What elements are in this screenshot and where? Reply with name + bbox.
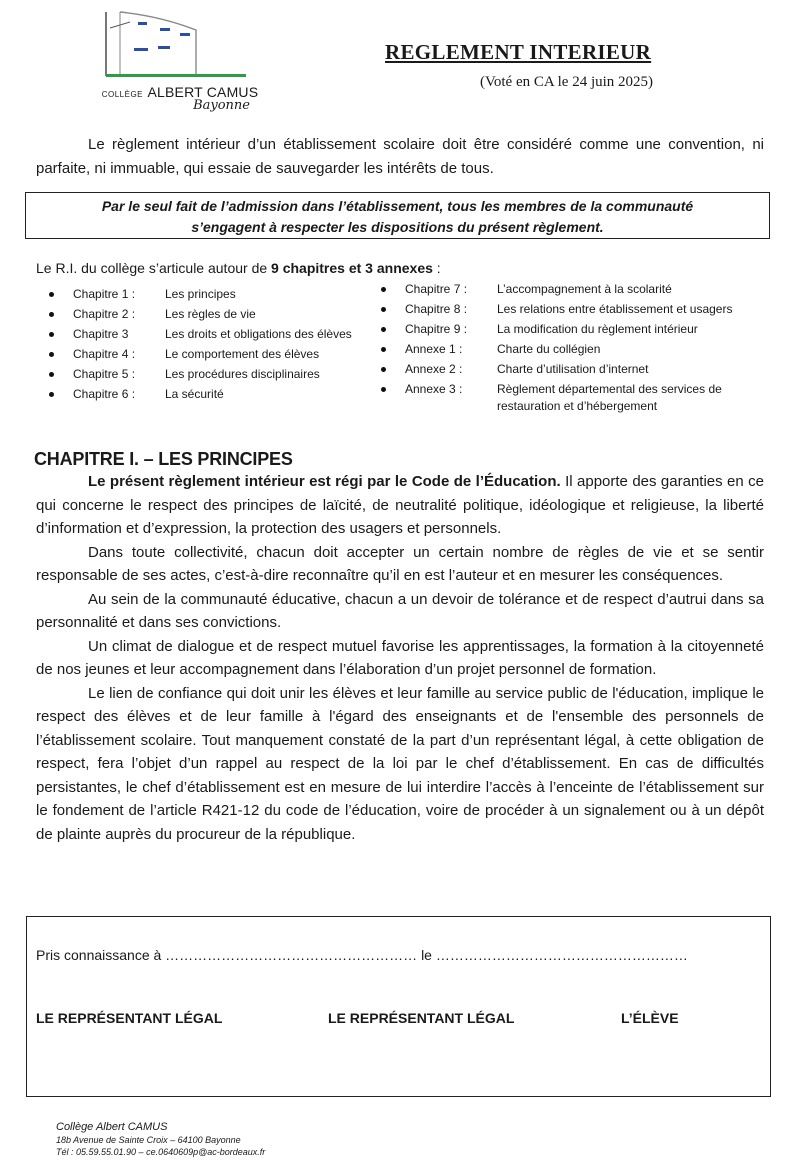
signature-student: L’ÉLÈVE: [621, 1010, 679, 1026]
bullet-icon: [381, 307, 386, 312]
chapter-label: Annexe 1 :: [405, 342, 463, 356]
notice-line-2: s’engagent à respecter les dispositions du présent règlement.: [191, 219, 604, 235]
logo-small-text: COLLÈGE: [101, 90, 144, 99]
chapter-label: Chapitre 3: [73, 327, 129, 341]
list-item: [49, 386, 379, 406]
admission-notice-box: [25, 192, 770, 239]
chapter-desc: Les procédures disciplinaires: [165, 367, 320, 381]
paragraph-text: Dans toute collectivité, chacun doit accepter un certain nombre de règles de vie et se sentir responsable de ses actes, c’est-à-dire reconnaître qu’il en est l’auteur et en mesurer les conséquences.: [36, 543, 764, 584]
chapter-label: Chapitre 6 :: [73, 387, 136, 401]
chapter-1-body: [36, 470, 764, 846]
ri-text-bold: 9 chapitres et 3 annexes: [271, 260, 433, 276]
page-title: REGLEMENT INTERIEUR: [385, 40, 652, 64]
chapter-desc: Le comportement des élèves: [165, 347, 320, 361]
ri-summary: [36, 260, 441, 276]
footer-address: 18b Avenue de Sainte Croix – 64100 Bayonne: [56, 1135, 241, 1145]
chapter-label: Chapitre 1 :: [73, 287, 136, 301]
chapter-1-lead-rest: Il apporte des garanties en ce qui concerne le respect des principes de laïcité, de neutralité politique, idéologique et religieuse, la liberté d’information et d’expression, la protection des usagers et personnels.: [36, 473, 764, 537]
list-item: [49, 326, 379, 346]
footer-college-name: Collège Albert CAMUS: [56, 1121, 168, 1133]
chapter-1-paragraph: [36, 682, 764, 847]
footer-contact: Tél : 05.59.55.01.90 – ce.0640609p@ac-bordeaux.fr: [56, 1147, 266, 1157]
signature-legal-rep-2: LE REPRÉSENTANT LÉGAL: [328, 1010, 515, 1026]
chapter-label: Chapitre 9 :: [405, 322, 468, 336]
bullet-icon: [381, 327, 386, 332]
chapter-desc: Charte du collégien: [497, 342, 601, 356]
bullet-icon: [49, 372, 54, 377]
list-item: [49, 366, 379, 386]
signature-box: [26, 916, 771, 1097]
acknowledgement-line: Pris connaissance à ……………………………………………… le ………………………………………………: [36, 947, 688, 963]
notice-line-1: Par le seul fait de l’admission dans l’établissement, tous les membres de la communauté: [101, 198, 694, 214]
bullet-icon: [49, 352, 54, 357]
list-item: [381, 281, 781, 301]
chapter-desc: Les principes: [165, 287, 236, 301]
bullet-icon: [49, 332, 54, 337]
chapter-desc: La modification du règlement intérieur: [497, 322, 698, 336]
chapter-1-lead-bold: Le présent règlement intérieur est régi par le Code de l’Éducation.: [88, 473, 561, 490]
chapter-desc: Charte d’utilisation d’internet: [497, 362, 649, 376]
college-logo: [100, 8, 260, 112]
ri-text-after: :: [432, 260, 441, 276]
list-item: [381, 361, 781, 381]
bullet-icon: [381, 287, 386, 292]
chapter-label: Annexe 3 :: [405, 382, 463, 396]
paragraph-text: Au sein de la communauté éducative, chacun a un devoir de tolérance et de respect d’autrui dans sa personnalité et dans ses convictions.: [36, 590, 764, 631]
building-logo-icon: [100, 8, 260, 84]
chapter-list-right: [381, 281, 781, 415]
paragraph-text: Le lien de confiance qui doit unir les élèves et leur famille au service public de l'éducation, implique le respect des élèves et de leur famille à l'égard des enseignants et de l'ensemble des personnels de l’établissement scolaire. Tout manquement constaté de la part d’un représentant légal, à cette obligation de respect, fera l’objet d’un rappel au respect de la loi par le chef d’établissement. En cas de difficultés persistantes, le chef d’établissement est en mesure de lui interdire l’accès à l’enceinte de l’établissement sur le fondement de l’article R421-12 du code de l’éducation, voire de procéder à un signalement ou à un dépôt de plainte auprès du procureur de la république.: [36, 684, 764, 843]
chapter-1-paragraph: [36, 541, 764, 588]
chapter-label: Chapitre 4 :: [73, 347, 136, 361]
chapter-label: Annexe 2 :: [405, 362, 463, 376]
page-subtitle: (Voté en CA le 24 juin 2025): [480, 74, 654, 90]
chapter-1-title: CHAPITRE I. – LES PRINCIPES: [34, 449, 293, 469]
intro-paragraph: [36, 133, 764, 180]
bullet-icon: [49, 392, 54, 397]
chapter-desc: Règlement départemental des services de: [497, 382, 722, 396]
chapter-desc: Les relations entre établissement et usagers: [497, 302, 733, 316]
list-item: [49, 286, 379, 306]
bullet-icon: [381, 367, 386, 372]
list-item: [381, 381, 781, 415]
list-item: [49, 306, 379, 326]
bullet-icon: [381, 347, 386, 352]
chapter-label: Chapitre 2 :: [73, 307, 136, 321]
chapter-desc: La sécurité: [165, 387, 224, 401]
list-item: [381, 321, 781, 341]
chapter-list-left: [49, 286, 379, 406]
bullet-icon: [381, 387, 386, 392]
list-item: [49, 346, 379, 366]
chapter-label: Chapitre 8 :: [405, 302, 468, 316]
chapter-desc: Les droits et obligations des élèves: [165, 327, 352, 341]
bullet-icon: [49, 292, 54, 297]
chapter-desc: L’accompagnement à la scolarité: [497, 282, 672, 296]
chapter-desc-continued: restauration et d’hébergement: [497, 399, 658, 413]
page-footer: [56, 1121, 265, 1157]
intro-text: Le règlement intérieur d’un établissement scolaire doit être considéré comme une convention, ni parfaite, ni immuable, qui essaie de sauvegarder les intérêts de tous.: [36, 136, 764, 177]
chapter-label: Chapitre 5 :: [73, 367, 136, 381]
bullet-icon: [49, 312, 54, 317]
list-item: [381, 341, 781, 361]
chapter-1-paragraph: [36, 470, 764, 541]
paragraph-text: Un climat de dialogue et de respect mutuel favorise les apprentissages, la formation à la citoyenneté de nos jeunes et leur accompagnement dans l’élaboration d’un projet personnel de formation.: [36, 637, 764, 678]
logo-main-text: ALBERT CAMUS: [147, 84, 259, 100]
signature-legal-rep-1: LE REPRÉSENTANT LÉGAL: [36, 1010, 223, 1026]
chapter-label: Chapitre 7 :: [405, 282, 468, 296]
chapter-1-paragraph: [36, 588, 764, 635]
chapter-desc: Les règles de vie: [165, 307, 256, 321]
list-item: [381, 301, 781, 321]
ri-text-before: Le R.I. du collège s’articule autour de: [36, 260, 272, 276]
logo-city: Bayonne: [193, 98, 250, 113]
chapter-1-paragraph: [36, 635, 764, 682]
